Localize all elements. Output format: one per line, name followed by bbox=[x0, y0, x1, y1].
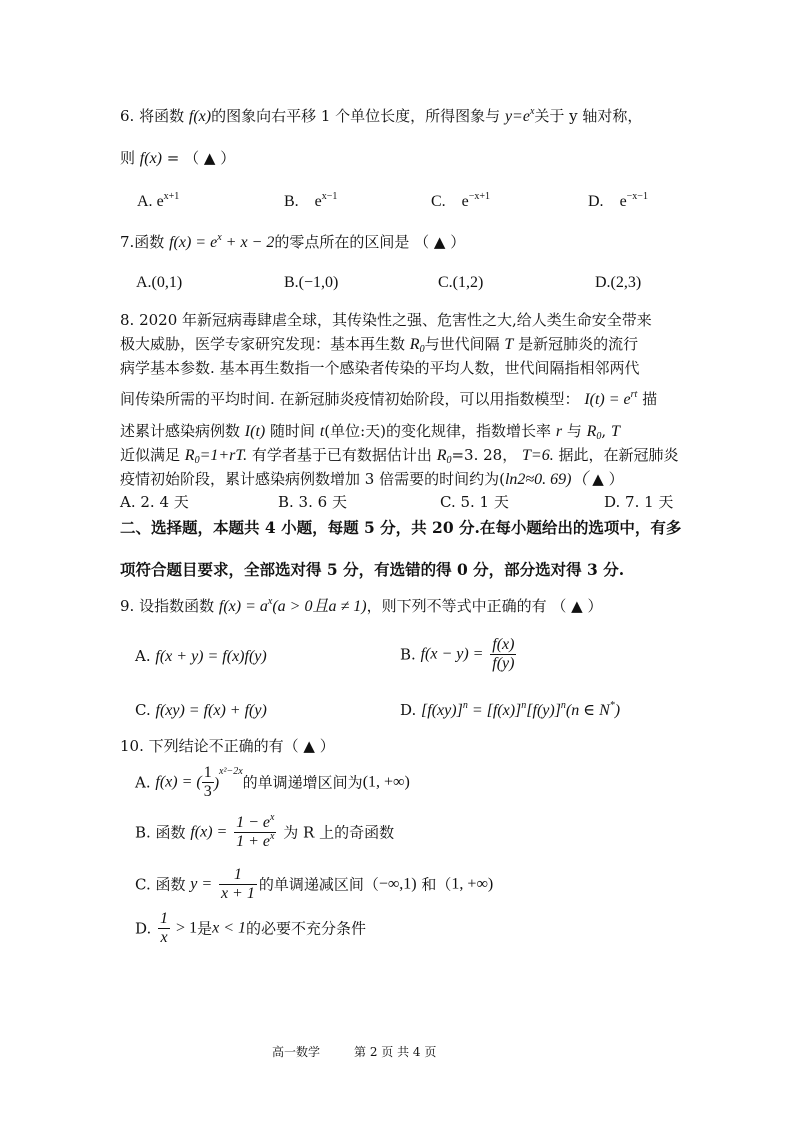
q9-stem: 9. 设指数函数 $f(x) = a^x(a > 0$且a ≠ 1)，则下列不等式中正确的有 （ ▲ ） bbox=[120, 596, 603, 615]
q8-option-c: C. 5. 1 天 bbox=[440, 493, 509, 511]
footer-subject: 高一数学 bbox=[272, 1045, 321, 1059]
q6-stem-b: 的图象向右平移 1 个单位长度，所得图象与 bbox=[211, 107, 501, 125]
q10-option-c: C. 函数 y = $\frac{1}{x + 1}$ 的单调递减区间（−∞,1) 和（1, +∞) bbox=[135, 866, 494, 902]
q8-option-d: D. 7. 1 天 bbox=[604, 493, 674, 511]
q8-line7: 疫情初始阶段，累计感染病例数增加 3 倍需要的时间约为(ln2≈0. 69)（ ▲ ） bbox=[120, 470, 624, 488]
section2-line1: 二、选择题，本题共 4 小题，每题 5 分，共 20 分.在每小题给出的选项中，有多 bbox=[120, 518, 682, 537]
q7-stem-b: 的零点所在的区间是 （ bbox=[274, 233, 430, 251]
q6-line2-a: 则 bbox=[120, 149, 136, 167]
section2-line2: 项符合题目要求，全部选对得 5 分，有选错的得 0 分，部分选对得 3 分. bbox=[120, 560, 625, 579]
q7-expr: f(x) = e bbox=[169, 234, 218, 251]
answer-mark: ▲ bbox=[203, 149, 216, 167]
q6-option-c: C. $e^{-x+1}$ bbox=[431, 191, 491, 210]
q8-line4: 间传染所需的平均时间. 在新冠肺炎疫情初始阶段，可以用指数模型： $I(t) = e^{rt}$ 描 bbox=[120, 389, 658, 408]
q6-fx-2: f(x) bbox=[139, 150, 162, 167]
q9-option-a: A. f(x + y) = f(x)f(y) bbox=[135, 647, 267, 665]
answer-mark: ▲ bbox=[433, 233, 446, 251]
q7-close: ） bbox=[450, 233, 466, 251]
q6-option-d: D. $e^{-x-1}$ bbox=[588, 191, 648, 210]
q9-option-c: C. f(xy) = f(x) + f(y) bbox=[135, 701, 267, 719]
footer-page-number: 第 2 页 共 4 页 bbox=[354, 1045, 437, 1059]
q6-stem-c: 关于 y 轴对称， bbox=[534, 107, 643, 125]
q7-option-d: D.(2,3) bbox=[595, 274, 642, 291]
q8-option-b: B. 3. 6 天 bbox=[278, 493, 347, 511]
q9-option-b-fraction: $\frac{f(x)}{f(y)}$ bbox=[492, 636, 515, 672]
q10-stem: 10. 下列结论不正确的有（ ▲ ） bbox=[120, 737, 335, 755]
q6-line1 bbox=[120, 106, 642, 127]
q8-line5: 述累计感染病例数 I(t) 随时间 t(单位:天)的变化规律，指数增长率 r 与 $R_0$, T bbox=[120, 422, 620, 442]
q7-expr-exp: x bbox=[217, 232, 222, 243]
q6-stem-a: 6. 将函数 bbox=[120, 107, 185, 125]
q8-line2: 极大威胁，医学专家研究发现：基本再生数 $R_0$与世代间隔 T 是新冠肺炎的流行 bbox=[120, 335, 639, 355]
q7-expr-tail: + x − 2 bbox=[221, 234, 275, 251]
q8-line6: 近似满足 $R_0=1+rT$. 有学者基于已有数据估计出 $R_0=3$. 28， T=6. 据此，在新冠肺炎 bbox=[120, 446, 679, 466]
q7-stem-a: 7.函数 bbox=[120, 233, 165, 251]
q7-option-b: B.(−1,0) bbox=[284, 274, 339, 291]
q8-line1: 8. 2020 年新冠病毒肆虐全球，其传染性之强、危害性之大,给人类生命安全带来 bbox=[120, 311, 652, 329]
q6-fx: f(x) bbox=[188, 108, 212, 125]
q9-option-d: D. $[f(xy)]^n = [f(x)]^n[f(y)]^n(n$ ∈ N*) bbox=[400, 700, 621, 719]
q10-option-a: A. f(x) = ( $\frac{1}{3}$ )$^{x^2-2x}$的单调递增区间为(1, +∞) bbox=[135, 764, 410, 800]
q8-option-a: A. 2. 4 天 bbox=[120, 493, 189, 511]
q6-line2-b: = （ bbox=[166, 149, 200, 167]
q10-option-d: D. $\frac{1}{x}$ > 1是x < 1的必要不充分条件 bbox=[135, 910, 367, 946]
answer-mark: ▲ bbox=[571, 597, 583, 615]
q9-option-b: B. f(x − y) = $\frac{f(x)}{f(y)}$ bbox=[400, 636, 515, 672]
q7-option-a: A.(0,1) bbox=[136, 274, 183, 291]
q7-stem bbox=[120, 232, 465, 253]
q8-line3: 病学基本参数. 基本再生数指一个感染者传染的平均人数，世代间隔指相邻两代 bbox=[120, 359, 640, 377]
q6-curve-exp: x bbox=[529, 106, 535, 117]
q6-option-a: A. $e^{x+1}$ bbox=[137, 191, 180, 210]
q7-option-c: C.(1,2) bbox=[438, 274, 484, 291]
q6-close: ） bbox=[220, 149, 236, 167]
answer-mark: ▲ bbox=[303, 737, 315, 755]
q6-option-b: B. $e^{x-1}$ bbox=[284, 191, 338, 210]
q10-option-b: B. 函数 f(x) = $\frac{1 - e^x}{1 + e^x}$ 为 R 上的奇函数 bbox=[135, 812, 395, 850]
answer-mark: ▲ bbox=[592, 470, 604, 488]
q6-curve: y=e bbox=[504, 108, 530, 125]
q6-line2 bbox=[120, 148, 235, 169]
